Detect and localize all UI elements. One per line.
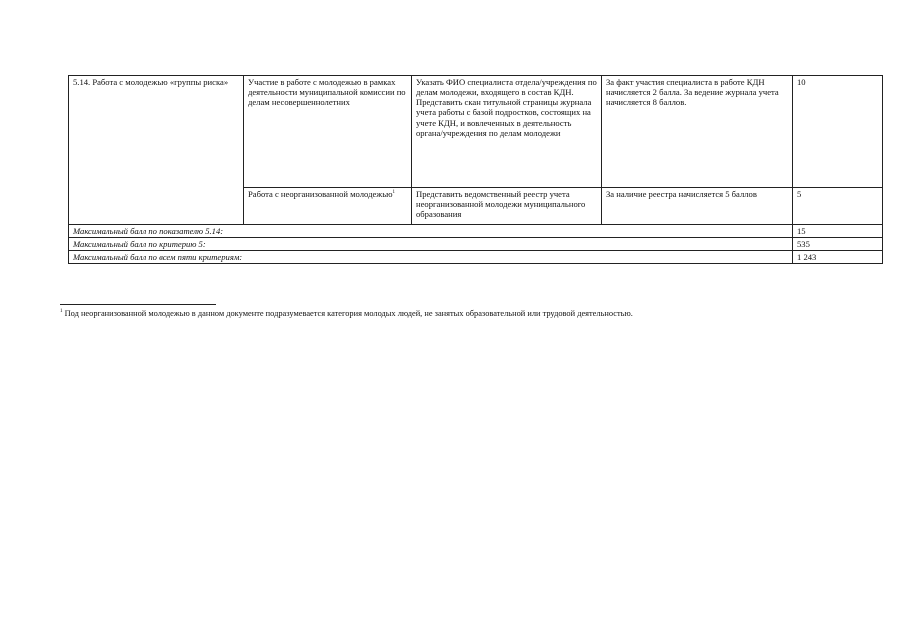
requirement-text: Указать ФИО специалиста отдела/учреждения по делам молодежи, входящего в состав КДН. Представить скан титульной страницы журнала учета работы с базой подростков, состоящих на учете КДН, и вовлеченных в деятельность органа/учреждения по делам молодежи — [416, 77, 597, 138]
footnote-reference: 1 — [392, 190, 396, 196]
footnote — [60, 309, 880, 318]
score-cell — [793, 188, 883, 225]
criterion-cell — [244, 76, 412, 188]
scoring-cell — [602, 188, 793, 225]
criterion-cell — [244, 188, 412, 225]
indicator-cell — [69, 76, 244, 225]
summary-value: 535 — [793, 238, 883, 251]
scoring-cell — [602, 76, 793, 188]
scoring-text: За факт участия специалиста в работе КДН начисляется 2 балла. За ведение журнала учета начисляется 8 баллов. — [606, 77, 779, 108]
requirement-cell — [412, 188, 602, 225]
summary-label: Максимальный балл по критерию 5: — [69, 238, 793, 251]
indicator-text: 5.14. Работа с молодежью «группы риска» — [73, 77, 229, 87]
summary-value: 1 243 — [793, 251, 883, 264]
summary-row — [69, 251, 883, 264]
footnote-text: Под неорганизованной молодежью в данном документе подразумевается категория молодых людей, не занятых образовательной или трудовой деятельностью. — [62, 309, 633, 318]
summary-row — [69, 225, 883, 238]
footnote-divider — [60, 304, 216, 305]
footnote-mark: 1 — [60, 309, 63, 315]
summary-row — [69, 238, 883, 251]
score-value: 5 — [797, 189, 802, 199]
table-row — [69, 76, 883, 188]
summary-label: Максимальный балл по показателю 5.14: — [69, 225, 793, 238]
summary-value: 15 — [793, 225, 883, 238]
score-value: 10 — [797, 77, 806, 87]
score-cell — [793, 76, 883, 188]
criterion-text: Участие в работе с молодежью в рамках деятельности муниципальной комиссии по делам несовершеннолетних — [248, 77, 406, 108]
criterion-text: Работа с неорганизованной молодежью — [248, 189, 393, 199]
summary-label: Максимальный балл по всем пяти критериям: — [69, 251, 793, 264]
criteria-table — [68, 75, 883, 264]
requirement-text: Представить ведомственный реестр учета неорганизованной молодежи муниципального образования — [416, 189, 586, 220]
requirement-cell — [412, 76, 602, 188]
scoring-text: За наличие реестра начисляется 5 баллов — [606, 189, 757, 199]
